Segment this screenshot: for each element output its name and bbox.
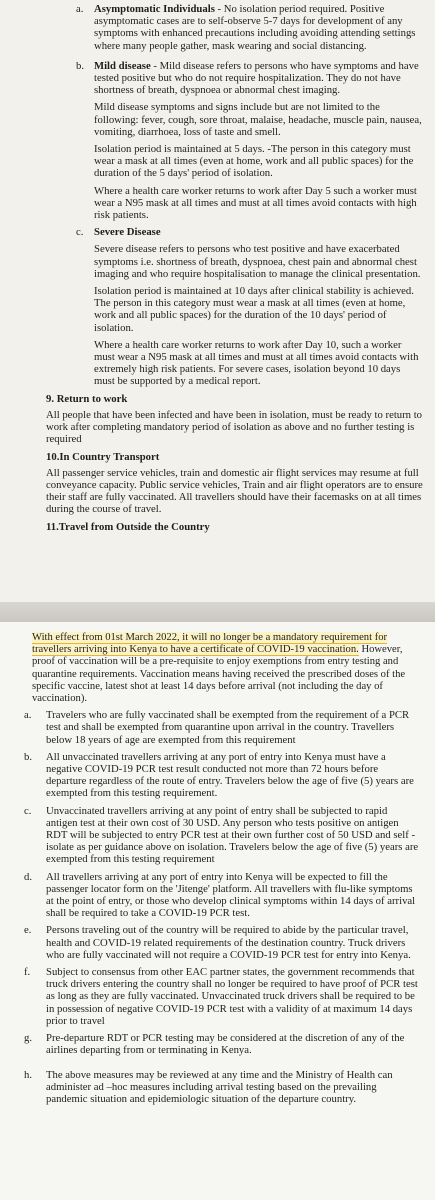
intro-text: However, proof of vaccination will be a pre-requisite to enjoy exemptions from entry testing and quarantine requirements. Vaccination means having received the prescribed doses of the specific vaccine, latest shot at least 14 days before arrival (not including the day of vaccination). xyxy=(32,644,406,705)
item-label: c. xyxy=(76,226,84,239)
item-label: b. xyxy=(76,59,85,72)
list-item xyxy=(24,1032,423,1056)
mild-paragraph: Mild disease symptoms and signs include but are not limited to the following: fever, cough, sore throat, malaise, headache, muscle pain, nausea, vomiting, diarrhoea, loss of taste and smell. xyxy=(94,101,422,138)
item-text: - Mild disease refers to persons who have symptoms and have tested positive but who do not require hospitalization. They do not have shortness of breath, dyspnoea or abnormal chest imaging. xyxy=(94,59,419,97)
list-item xyxy=(24,966,423,1027)
list-item-label: a. xyxy=(24,709,32,722)
list-item xyxy=(24,751,423,800)
section-text-in-country-transport: All passenger service vehicles, train and domestic air flight services may resume at full conveyance capacity. Public service vehicles, Train and air flight operators are to ensure their staff are fully vaccinated. All travellers should have their facemasks on at all times during the course of travel. xyxy=(46,466,423,516)
item-text: - No isolation period required. Positive asymptomatic cases are to self-observe 5-7 days for development of any symptoms with enhanced precautions including avoiding attending settings where many people gather, mask wearing and social distancing. xyxy=(94,3,416,52)
section-heading-travel-outside: 11.Travel from Outside the Country xyxy=(46,520,210,533)
list-item-label: h. xyxy=(24,1068,33,1081)
list-item xyxy=(24,709,423,746)
list-item-text: All unvaccinated travellers arriving at any port of entry into Kenya must have a negative COVID-19 PCR test result conducted not more than 72 hours before departure regardless of the route of entry. Travelers below the age of five (5) years are exempted from this testing requirement. xyxy=(46,750,414,800)
list-item-text: Subject to consensus from other EAC partner states, the government recommends that truck drivers entering the country shall no longer be required to have proof of PCR test as long as they are fully vaccinated. Unvaccinated truck drivers shall be required to be in possession of negative COVID-19 PCR test with a validity of at maximum 14 days prior to travel xyxy=(46,966,418,1027)
highlighted-text: With effect from 01st March 2022, it will no longer be a mandatory requirement for travellers arriving into Kenya to have a certificate of COVID-19 vaccination. xyxy=(32,632,388,656)
section-heading-return-to-work: 9. Return to work xyxy=(46,392,128,405)
list-item xyxy=(24,1069,423,1106)
severe-paragraph: Where a health care worker returns to work after Day 10, such a worker must wear a N95 mask at all times and must at all times avoid contacts with extremely high risk patients. For severe cases, isolation beyond 10 days must be supported by a medical report. xyxy=(94,338,419,388)
list-item-text: The above measures may be reviewed at any time and the Ministry of Health can administer ad –hoc measures including arrival testing based on the prevailing pandemic situation and epidemiologic situation of the departure country. xyxy=(46,1068,393,1105)
list-item xyxy=(24,805,423,866)
mild-paragraph: Where a health care worker returns to work after Day 5 such a worker must wear a N95 mask at all times and must at all times avoid contacts with high risk patients. xyxy=(94,184,417,222)
item-title: Asymptomatic Individuals xyxy=(94,3,215,15)
section-text-return-to-work: All people that have been infected and have been in isolation, must be ready to return to work after completing mandatory period of isolation as above and no further testing is required xyxy=(46,408,423,446)
list-item xyxy=(24,871,423,920)
list-item-label: g. xyxy=(24,1032,33,1045)
item-mild-disease xyxy=(76,60,423,97)
page-divider xyxy=(0,602,435,622)
severe-paragraph: Severe disease refers to persons who test positive and have exacerbated symptoms i.e. shortness of breath, dyspnoea, chest pain and abnormal chest imaging and who require hospitalisation to manage the clinical presentation. xyxy=(94,243,421,280)
item-asymptomatic xyxy=(76,3,423,52)
document-page-bottom xyxy=(0,622,435,1200)
list-item-text: Pre-departure RDT or PCR testing may be considered at the discretion of any of the airlines departing from or terminating in Kenya. xyxy=(46,1032,405,1057)
section-heading-in-country-transport: 10.In Country Transport xyxy=(46,450,160,463)
list-item-label: b. xyxy=(24,750,33,763)
list-item-text: All travellers arriving at any port of entry into Kenya will be expected to fill the passenger locator form on the 'Jitenge' platform. All travellers with flu-like symptoms at the point of entry, or those who develop clinical symptoms within 14 days of arrival shall be required to take a COVID-19 PCR test. xyxy=(46,870,416,920)
list-item-label: d. xyxy=(24,870,33,883)
list-item-label: c. xyxy=(24,804,32,817)
list-item xyxy=(24,924,423,961)
item-severe-disease xyxy=(76,226,423,238)
mild-paragraph: Isolation period is maintained at 5 days. -The person in this category must wear a mask at all times (even at home, work and all public spaces) for the duration of the 5 days' period of isolation. xyxy=(94,143,414,180)
item-label: a. xyxy=(76,3,84,15)
list-item-text: Unvaccinated travellers arriving at any point of entry shall be subjected to rapid antigen test at their own cost of 30 USD. Any person who tests positive on antigen RDT will be subjected to entry PCR test at their own further cost of 50 USD and self - isolate as per guidance above on isolation. Travelers below the age of five (5) years are exempted from this testing requirement xyxy=(46,804,419,866)
severe-paragraph: Isolation period is maintained at 10 days after clinical stability is achieved. The person in this category must wear a mask at all times (even at home, work and all public spaces) for the duration of the 10 days' period of isolation. xyxy=(94,285,414,334)
list-item-label: e. xyxy=(24,924,32,937)
list-item-text: Persons traveling out of the country will be required to abide by the particular travel, health and COVID-19 related requirements of the destination country. Truck drivers who are fully vaccinated will not require a COVID-19 PCR test for entry into Kenya. xyxy=(46,924,411,961)
item-title: Mild disease xyxy=(94,59,151,72)
list-item-text: Travelers who are fully vaccinated shall be exempted from the requirement of a PCR test and shall be exempted from quarantine upon arrival in the country. Travellers below 18 years of age are exempted from this requirement xyxy=(46,709,410,746)
list-item-label: f. xyxy=(24,966,31,979)
intro-paragraph xyxy=(32,632,423,705)
item-title: Severe Disease xyxy=(94,226,161,239)
